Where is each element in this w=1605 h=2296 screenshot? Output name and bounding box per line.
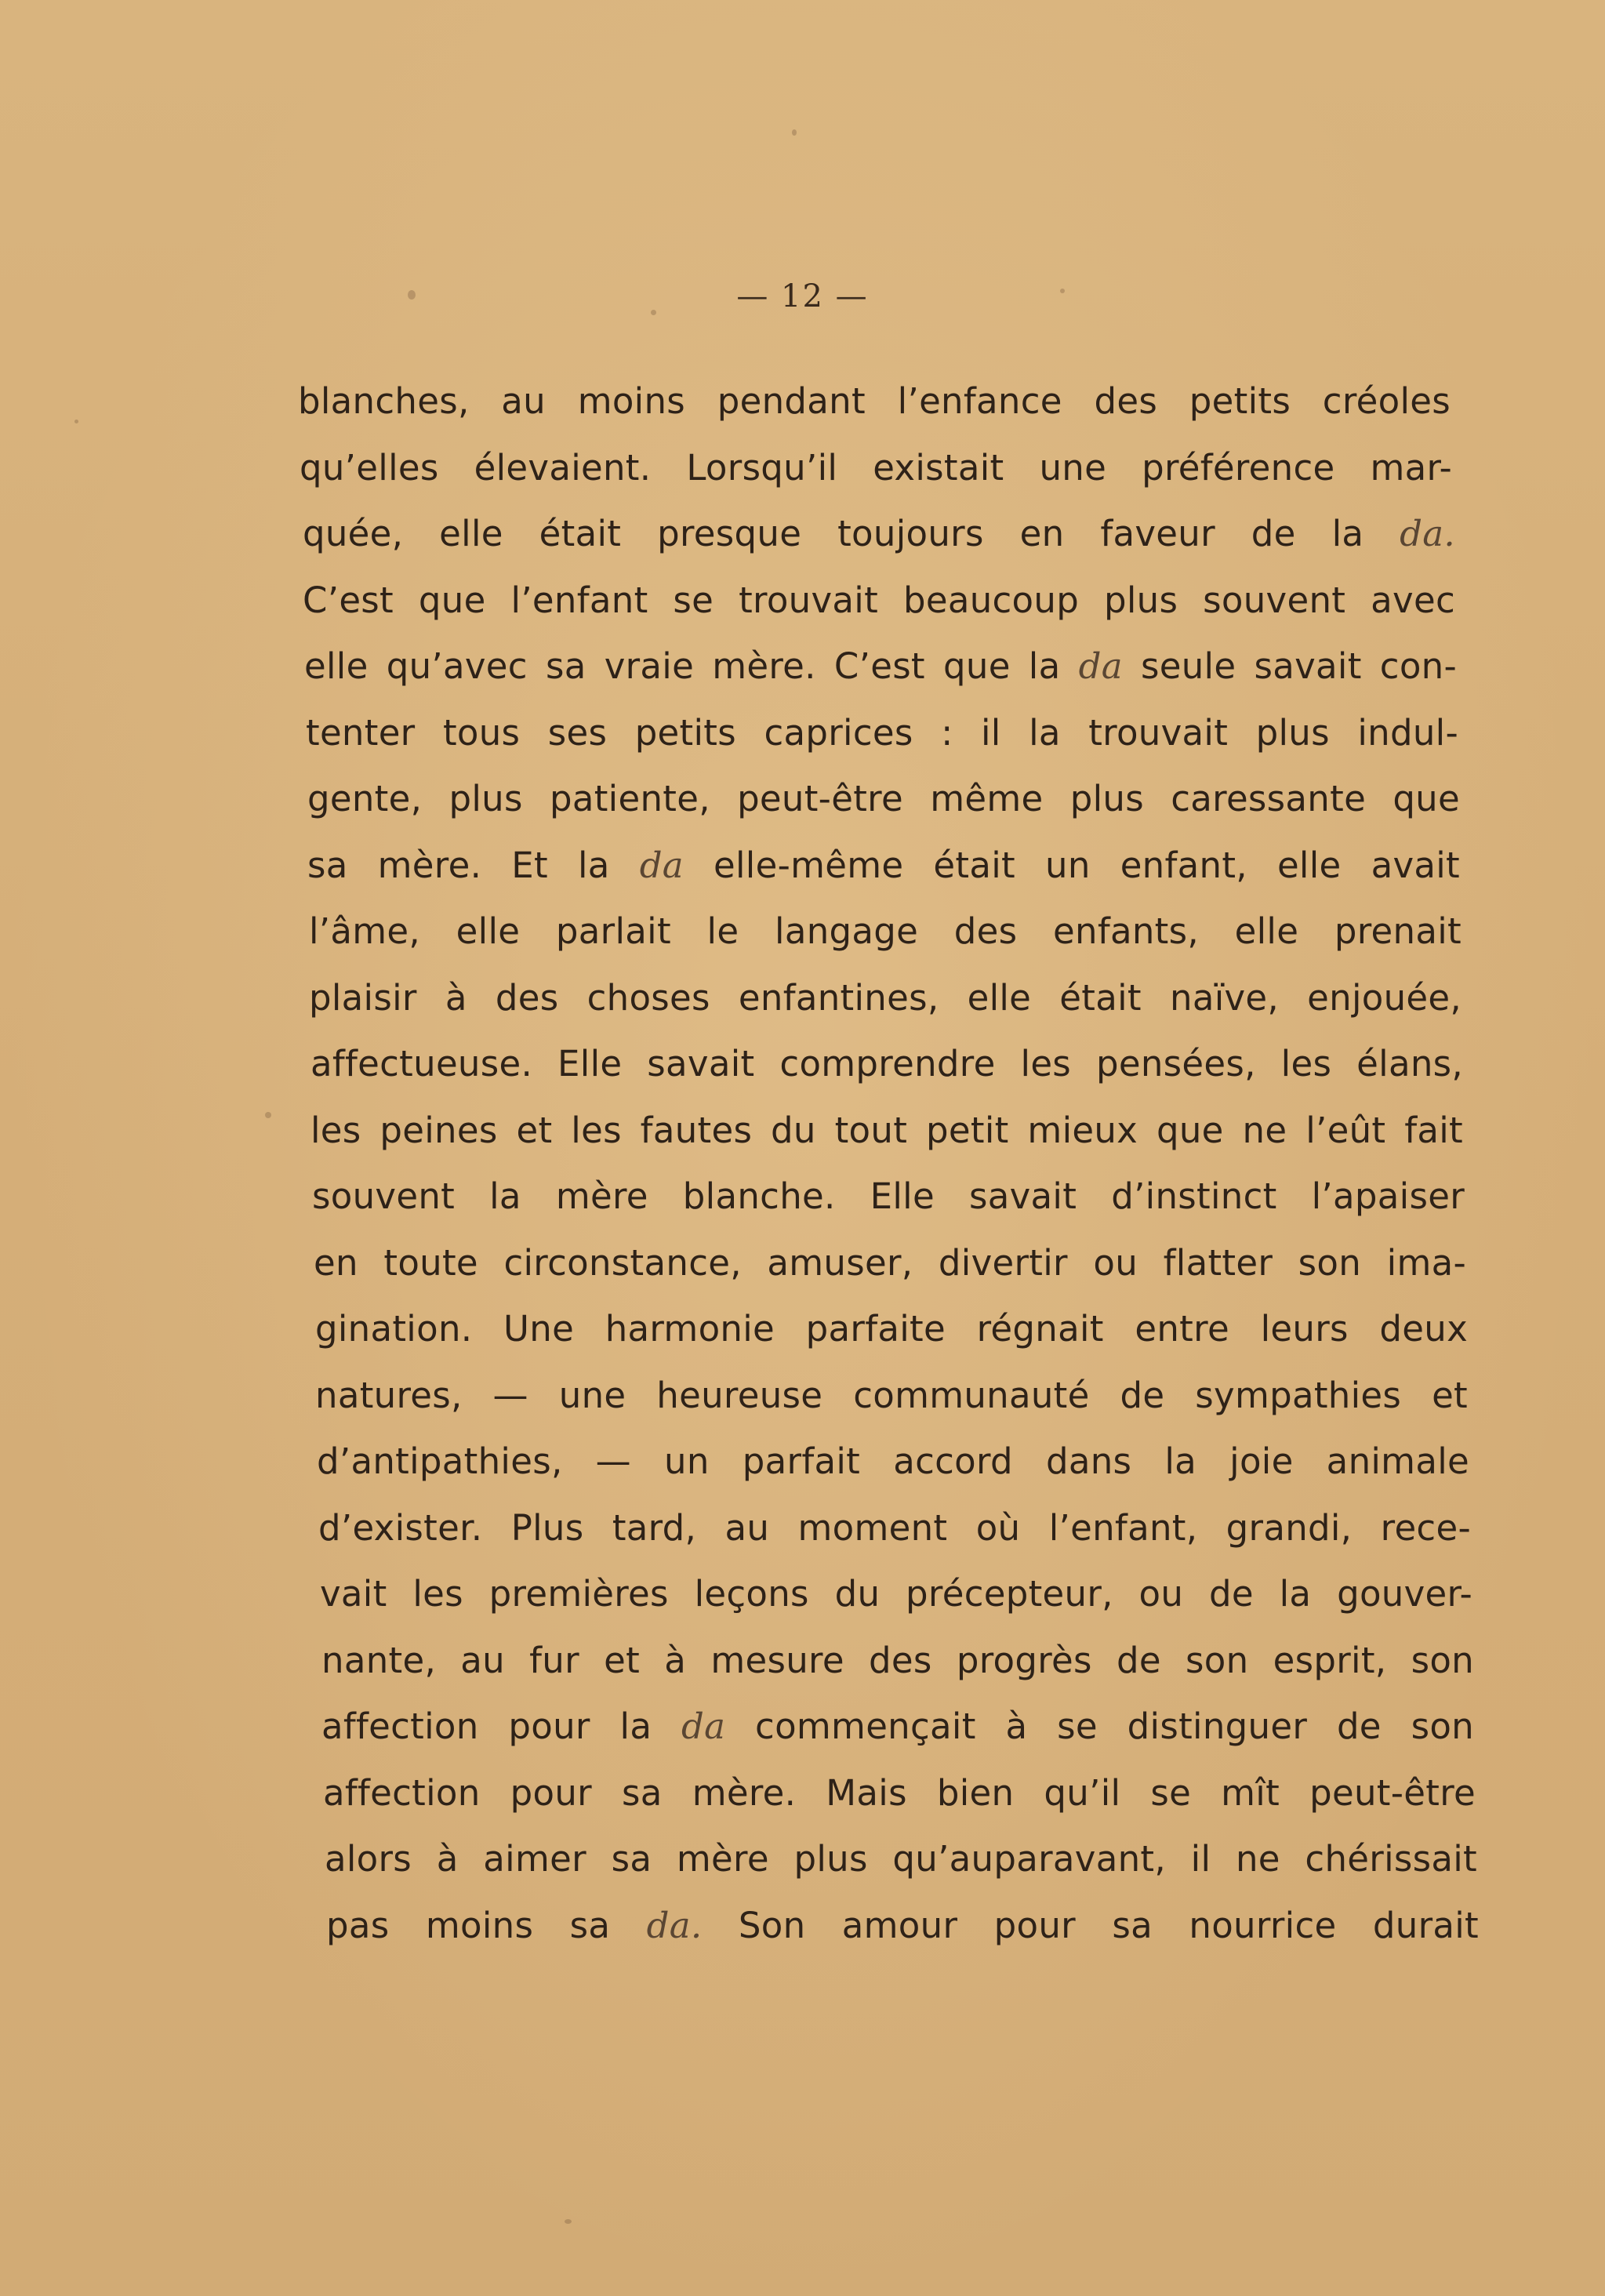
italic-word: da. — [646, 1904, 703, 1946]
text-line — [315, 1296, 1468, 1363]
text-line — [315, 1363, 1468, 1430]
text-line — [309, 899, 1462, 965]
text-run: gination. Une harmonie parfaite régnait entre leurs deux — [315, 1308, 1468, 1350]
text-line — [314, 1230, 1466, 1297]
text-line — [300, 435, 1452, 502]
italic-word: da — [639, 844, 684, 886]
text-line — [323, 1760, 1476, 1827]
text-line — [318, 1495, 1471, 1562]
text-run: affection pour la — [321, 1706, 681, 1747]
paper-speck — [74, 420, 78, 423]
text-run: qu’elles élevaient. Lorsqu’il existait une préférence mar- — [300, 446, 1452, 489]
text-line — [321, 1694, 1474, 1760]
text-line — [309, 965, 1462, 1032]
text-run: nante, au fur et à mesure des progrès de son esprit, son — [321, 1639, 1474, 1681]
text-run: quée, elle était presque toujours en faveur de la — [303, 513, 1400, 554]
paper-speck — [265, 1112, 271, 1118]
text-run: d’exister. Plus tard, au moment où l’enfant, grandi, rece- — [318, 1506, 1471, 1549]
text-line — [307, 833, 1460, 899]
text-run: en toute circonstance, amuser, divertir ou flatter son ima- — [314, 1241, 1466, 1284]
text-run: natures, — une heureuse communauté de sympathies et — [315, 1374, 1468, 1416]
text-run: sa mère. Et la — [307, 844, 640, 886]
text-line — [304, 634, 1457, 700]
text-line — [306, 700, 1458, 767]
italic-word: da — [1078, 645, 1123, 687]
body-text — [298, 369, 1479, 1959]
text-line — [321, 1628, 1474, 1695]
text-line — [325, 1826, 1477, 1893]
paper-speck — [792, 129, 797, 136]
text-run: commençait à se distinguer de son — [725, 1706, 1474, 1747]
text-run: Son amour pour sa nourrice durait — [702, 1904, 1479, 1946]
text-run: vait les premières leçons du précepteur, ou de la gouver- — [320, 1573, 1472, 1615]
text-line — [303, 568, 1455, 634]
text-run: alors à aimer sa mère plus qu’auparavant, il ne chérissait — [325, 1838, 1477, 1880]
text-run: elle-même était un enfant, elle avait — [683, 844, 1460, 886]
text-line — [326, 1893, 1479, 1960]
text-run: souvent la mère blanche. Elle savait d’instinct l’apaiser — [312, 1175, 1465, 1217]
text-run: gente, plus patiente, peut-être même plus caressante que — [307, 778, 1460, 819]
text-run: affection pour sa mère. Mais bien qu’il se mît peut-être — [323, 1771, 1476, 1814]
text-run: d’antipathies, — un parfait accord dans la joie animale — [317, 1440, 1469, 1482]
text-line — [320, 1561, 1472, 1628]
text-line — [310, 1031, 1463, 1098]
page-number: — 12 — — [736, 278, 869, 314]
text-run: plaisir à des choses enfantines, elle était naïve, enjouée, — [309, 976, 1462, 1019]
text-run: C’est que l’enfant se trouvait beaucoup plus souvent avec — [303, 579, 1455, 621]
text-line — [317, 1429, 1469, 1495]
paper-speck — [565, 2219, 572, 2224]
text-run: affectueuse. Elle savait comprendre les pensées, les élans, — [310, 1043, 1463, 1084]
text-run: l’âme, elle parlait le langage des enfants, elle prenait — [309, 910, 1462, 952]
italic-word: da — [681, 1706, 726, 1747]
text-run: pas moins sa — [326, 1904, 647, 1946]
text-line — [307, 766, 1460, 833]
text-line — [298, 369, 1451, 435]
text-run: elle qu’avec sa vraie mère. C’est que la — [304, 645, 1079, 687]
italic-word: da. — [1400, 513, 1455, 554]
text-run: seule savait con- — [1122, 645, 1458, 687]
text-line — [312, 1164, 1465, 1230]
text-run: les peines et les fautes du tout petit mieux que ne l’eût fait — [310, 1109, 1463, 1151]
text-line — [310, 1098, 1463, 1164]
text-run: blanches, au moins pendant l’enfance des petits créoles — [298, 380, 1451, 422]
text-line — [303, 501, 1455, 568]
text-run: tenter tous ses petits caprices : il la trouvait plus indul- — [306, 711, 1458, 754]
